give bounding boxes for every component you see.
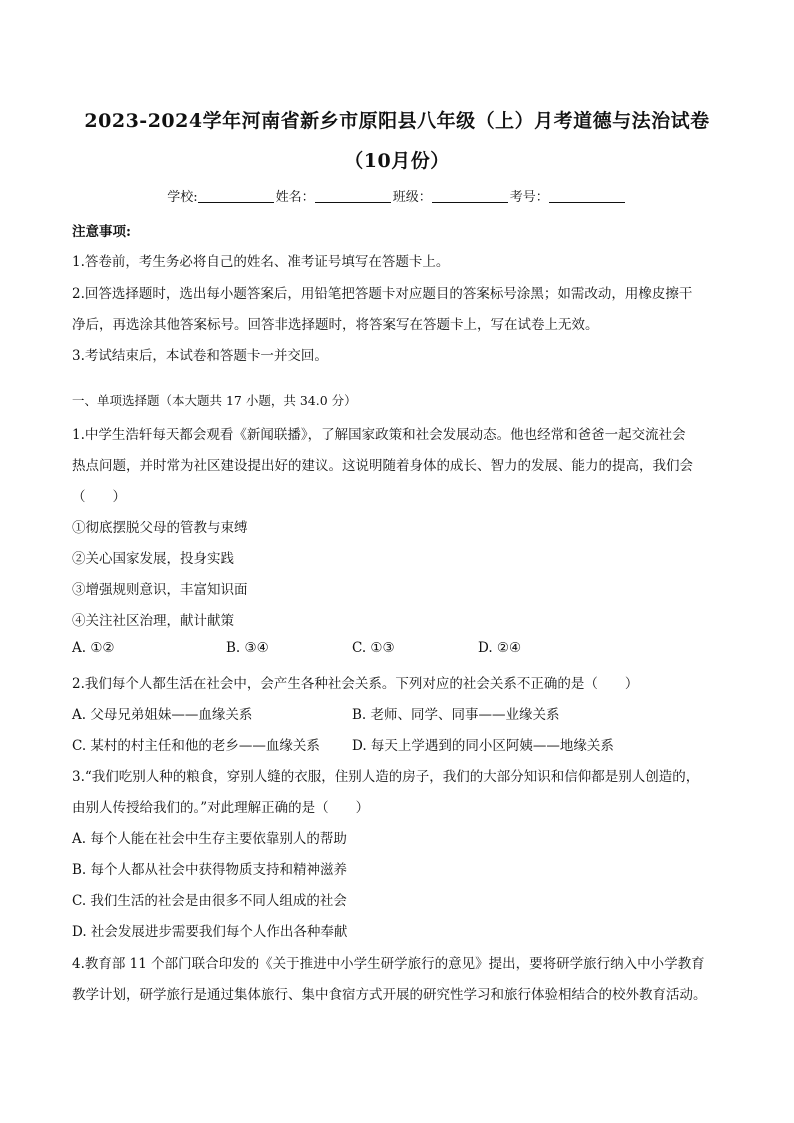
exam-title: 2023-2024学年河南省新乡市原阳县八年级（上）月考道德与法治试卷	[84, 110, 710, 132]
exam-subtitle: （10月份）	[344, 150, 450, 172]
school-label: 学校:	[167, 190, 198, 205]
notice-item: 2.回答选择题时，选出每小题答案后，用铅笔把答题卡对应题目的答案标号涂黑；如需改动，用橡皮擦干	[72, 286, 693, 302]
q1-stem-line: 热点问题，并时常为社区建设提出好的建议。这说明随着身体的成长、智力的发展、能力的提高，我们会	[72, 458, 693, 474]
q2-option-c[interactable]: C. 某村的村主任和他的老乡——血缘关系	[72, 738, 320, 754]
q3-option-a[interactable]: A. 每个人能在社会中生存主要依靠别人的帮助	[72, 831, 347, 847]
q1-option-d[interactable]: D. ②④	[478, 640, 522, 656]
q4-stem-line: 教学计划，研学旅行是通过集体旅行、集中食宿方式开展的研究性学习和旅行体验相结合的校外教育活动。	[72, 987, 707, 1003]
q1-stem-line: 1.中学生浩轩每天都会观看《新闻联播》，了解国家政策和社会发展动态。他也经常和爸爸一起交流社会	[72, 427, 686, 443]
class-blank[interactable]	[432, 190, 508, 203]
q3-stem-line: 3.“我们吃别人种的粮食，穿别人缝的衣服，住别人造的房子，我们的大部分知识和信仰都是别人创造的，	[72, 769, 700, 785]
q1-item: ②关心国家发展，投身实践	[72, 551, 234, 567]
q1-option-a[interactable]: A. ①②	[72, 640, 115, 656]
q3-option-c[interactable]: C. 我们生活的社会是由很多不同人组成的社会	[72, 893, 347, 909]
exam-no-blank[interactable]	[549, 190, 625, 203]
q2-option-d[interactable]: D. 每天上学遇到的同小区阿姨——地缘关系	[352, 738, 614, 754]
q1-item: ③增强规则意识，丰富知识面	[72, 582, 248, 598]
notice-item: 3.考试结束后，本试卷和答题卡一并交回。	[72, 348, 328, 364]
q3-option-b[interactable]: B. 每个人都从社会中获得物质支持和精神滋养	[72, 862, 348, 878]
q1-item: ①彻底摆脱父母的管教与束缚	[72, 520, 248, 536]
q2-option-b[interactable]: B. 老师、同学、同事——业缘关系	[352, 707, 560, 723]
q1-stem-line: （ ）	[72, 489, 126, 505]
notice-item: 1.答卷前，考生务必将自己的姓名、准考证号填写在答题卡上。	[72, 254, 450, 270]
q3-option-d[interactable]: D. 社会发展进步需要我们每个人作出各种奉献	[72, 924, 348, 940]
name-label: 姓名：	[275, 190, 315, 205]
school-blank[interactable]	[198, 190, 274, 203]
q3-stem-line: 由别人传授给我们的。”对此理解正确的是（ ）	[72, 800, 370, 816]
q4-stem-line: 4.教育部 11 个部门联合印发的《关于推进中小学生研学旅行的意见》提出，要将研学旅行纳入中小学教育	[72, 956, 705, 972]
notice-heading: 注意事项:	[72, 224, 131, 240]
exam-no-label: 考号：	[509, 190, 549, 205]
name-blank[interactable]	[315, 190, 391, 203]
q2-stem: 2.我们每个人都生活在社会中，会产生各种社会关系。下列对应的社会关系不正确的是（ ）	[72, 676, 639, 692]
q1-option-c[interactable]: C. ①③	[352, 640, 395, 656]
section-heading: 一、单项选择题（本大题共 17 小题，共 34.0 分）	[72, 393, 357, 408]
student-info-row	[0, 186, 794, 205]
class-label: 班级：	[392, 190, 432, 205]
q2-option-a[interactable]: A. 父母兄弟姐妹——血缘关系	[72, 707, 253, 723]
q1-option-b[interactable]: B. ③④	[226, 640, 269, 656]
notice-item: 净后，再选涂其他答案标号。回答非选择题时，将答案写在答题卡上，写在试卷上无效。	[72, 317, 599, 333]
q1-item: ④关注社区治理，献计献策	[72, 613, 234, 629]
